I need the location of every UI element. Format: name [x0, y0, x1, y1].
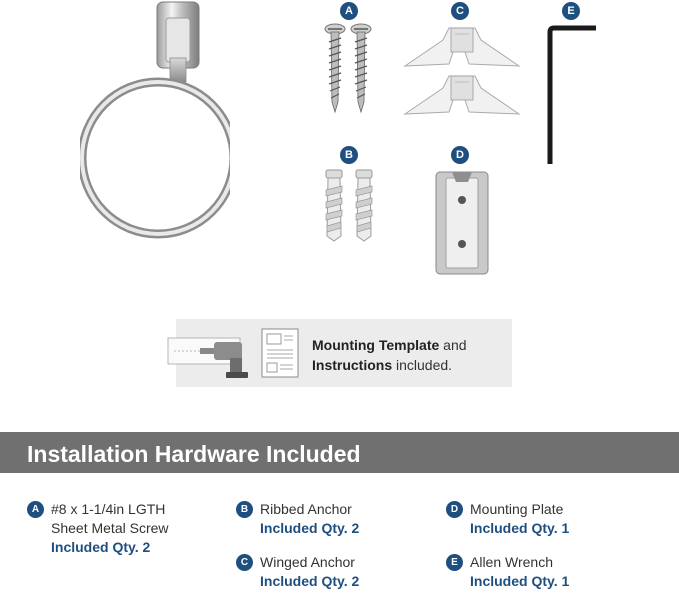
list-item-b [260, 500, 359, 538]
list-item-a [51, 500, 169, 557]
item-b-name: Ribbed Anchor [260, 501, 352, 517]
mounting-plate-icon [432, 168, 492, 278]
item-a-qty: Included Qty. 2 [51, 539, 151, 555]
screw-icon [318, 22, 378, 114]
list-badge-d: D [446, 501, 463, 518]
list-item-c [260, 553, 359, 591]
badge-d: D [451, 146, 469, 164]
item-d-name: Mounting Plate [470, 501, 564, 517]
list-badge-e: E [446, 554, 463, 571]
note-bold-2: Instructions [312, 357, 393, 373]
item-a-name-2: Sheet Metal Screw [51, 520, 169, 536]
item-e-name: Allen Wrench [470, 554, 554, 570]
banner-title: Installation Hardware Included [27, 441, 361, 467]
note-text-1: and [439, 337, 467, 353]
item-c-qty: Included Qty. 2 [260, 573, 360, 589]
badge-a: A [340, 2, 358, 20]
item-a-name-1: #8 x 1-1/4in LGTH [51, 501, 166, 517]
winged-anchor-icon [403, 24, 521, 120]
list-badge-c: C [236, 554, 253, 571]
allen-wrench-icon [540, 24, 600, 169]
list-item-d [470, 500, 569, 538]
item-c-name: Winged Anchor [260, 554, 355, 570]
mounting-template-note [312, 335, 502, 375]
list-badge-b: B [236, 501, 253, 518]
ribbed-anchor-icon [318, 168, 380, 243]
badge-e: E [562, 2, 580, 20]
note-text-2: included. [392, 357, 453, 373]
drill-icon [166, 330, 258, 380]
item-b-qty: Included Qty. 2 [260, 520, 360, 536]
badge-b: B [340, 146, 358, 164]
towel-ring-icon [80, 0, 230, 250]
item-e-qty: Included Qty. 1 [470, 573, 570, 589]
badge-c: C [451, 2, 469, 20]
list-badge-a: A [27, 501, 44, 518]
note-bold-1: Mounting Template [312, 337, 440, 353]
item-d-qty: Included Qty. 1 [470, 520, 570, 536]
list-item-e [470, 553, 569, 591]
document-icon [261, 328, 299, 378]
